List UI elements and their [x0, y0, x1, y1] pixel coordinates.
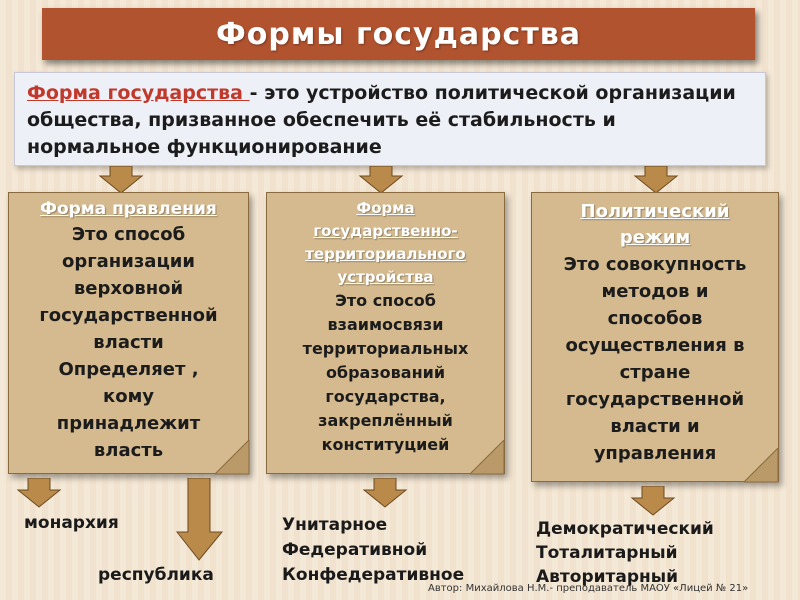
page-curl-icon — [744, 448, 780, 484]
definition-text: - это устройство политической организации общества, призванное обеспечить её стабильность и нормальное функционирование — [27, 82, 736, 158]
leaf-republic: республика — [98, 565, 214, 585]
card-form-of-government — [8, 192, 249, 474]
card-heading: Политический — [580, 201, 730, 222]
card-body-line: организации — [61, 251, 196, 272]
arrow-down-icon — [358, 166, 404, 194]
card-body-line: власть — [93, 440, 164, 461]
card-body-line: государственной — [39, 305, 218, 326]
leaf-federal: Федеративной — [282, 540, 428, 560]
card-heading: территориального — [305, 245, 466, 263]
card-body-line: государства, — [325, 387, 446, 406]
card-body-line: Это совокупность — [563, 254, 747, 275]
card-body-line: методов и — [601, 281, 709, 302]
card-body-line: территориальных — [302, 339, 469, 358]
leaf-totalitarian: Тоталитарный — [536, 543, 678, 563]
card-body-line: способов — [607, 308, 703, 329]
card-body-line: государственной — [565, 389, 745, 410]
leaf-monarchy: монархия — [24, 513, 119, 533]
leaf-democratic: Демократический — [536, 519, 714, 539]
title-banner — [42, 8, 755, 60]
card-territorial-structure — [266, 192, 505, 474]
card-body-line: взаимосвязи — [327, 315, 444, 334]
arrow-down-icon — [98, 166, 144, 194]
card-body-line: управления — [593, 443, 717, 464]
card-body-line: верховной — [73, 278, 184, 299]
card-body-line: власти и — [610, 416, 700, 437]
card-heading: режим — [619, 227, 691, 248]
card-body-line: Это способ — [335, 291, 436, 310]
definition-term: Форма государства — [27, 82, 250, 104]
card-body-line: принадлежит — [56, 413, 201, 434]
definition-box — [14, 72, 766, 166]
card-body-line: власти — [93, 332, 164, 353]
arrow-down-icon — [176, 478, 224, 562]
page-curl-icon — [470, 440, 506, 476]
page-title: Формы государства — [216, 16, 581, 52]
card-body-line: осуществления в — [565, 335, 745, 356]
card-heading: Форма правления — [40, 199, 217, 219]
card-body-line: образований — [325, 363, 446, 382]
leaf-authoritarian: Авторитарный — [536, 567, 679, 587]
page-curl-icon — [215, 440, 251, 476]
arrow-down-icon — [16, 478, 62, 508]
card-heading: устройства — [337, 268, 434, 286]
card-political-regime — [531, 192, 779, 482]
author-credit: Автор: Михайлова Н.М.- преподаватель МАОУ «Лицей № 21» — [428, 583, 749, 594]
arrow-down-icon — [630, 486, 676, 516]
leaf-unitary: Унитарное — [282, 515, 388, 535]
arrow-down-icon — [633, 166, 679, 194]
card-body-line: кому — [102, 386, 155, 407]
card-heading: государственно- — [313, 222, 458, 240]
arrow-down-icon — [362, 478, 408, 508]
card-body-line: Это способ — [71, 224, 186, 245]
card-body-line: стране — [619, 362, 691, 383]
card-body-line: закреплённый — [318, 411, 453, 430]
leaf-confederal: Конфедеративное — [282, 565, 465, 585]
card-heading: Форма — [356, 199, 415, 217]
card-body-line: конституцией — [321, 435, 450, 454]
card-body-line: Определяет , — [58, 359, 199, 380]
